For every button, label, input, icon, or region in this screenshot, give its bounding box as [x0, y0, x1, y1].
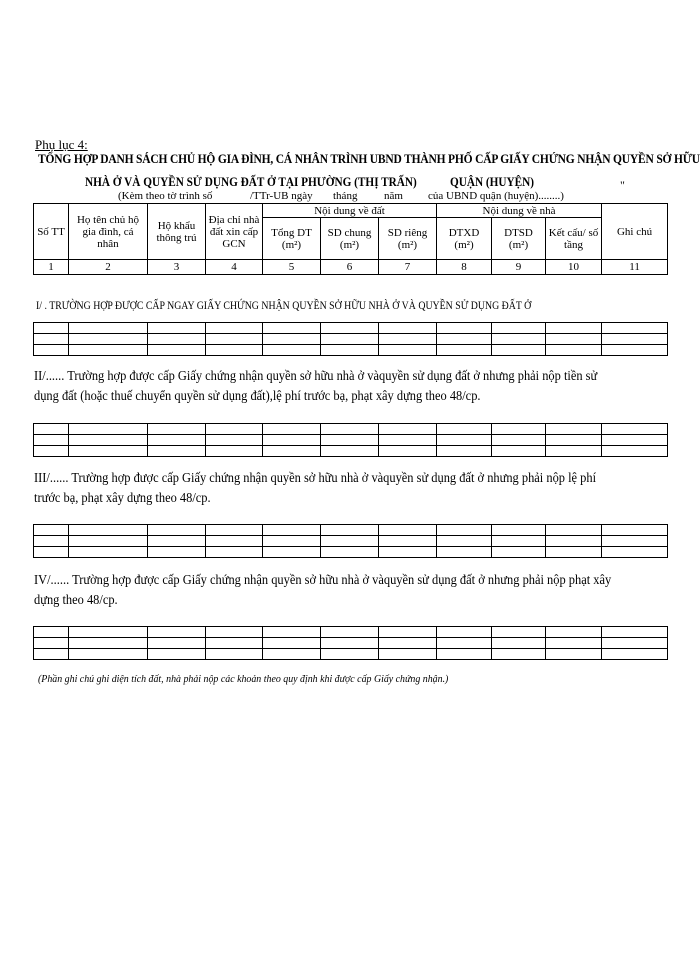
- title-line-2: NHÀ Ở VÀ QUYỀN SỬ DỤNG ĐẤT Ở TẠI PHƯỜNG (THỊ TRẤN): [85, 175, 417, 189]
- header-residence: Hộ khẩu thông trú: [148, 204, 206, 260]
- header-notes: Ghi chú: [602, 204, 668, 260]
- section-3-heading: III/...... Trường hợp được cấp Giấy chứng nhận quyền sở hữu nhà ở vàquyền sử dụng đất ở nhưng phải nộp lệ phí trước bạ, phạt xây dựng theo 48/cp.: [34, 470, 597, 505]
- subline-part-3: tháng: [333, 190, 358, 202]
- table-row: [34, 446, 668, 457]
- subline-part-2: /TTr-UB ngày: [250, 190, 313, 202]
- subline-part-5: của UBND quận (huyện)........): [428, 190, 564, 202]
- header-dtsd: DTSD (m²): [492, 218, 546, 260]
- header-house-group: Nội dung về nhà: [437, 204, 602, 218]
- table-row: [34, 334, 668, 345]
- table-row: [34, 627, 668, 638]
- header-owner-name: Họ tên chủ hộ gia đình, cá nhân: [69, 204, 148, 260]
- table-row: [34, 638, 668, 649]
- column-number: 2: [69, 260, 148, 275]
- subline-part-4: năm: [384, 190, 403, 202]
- column-number: 6: [321, 260, 379, 275]
- table-row: [34, 345, 668, 356]
- header-land-group: Nội dung về đất: [263, 204, 437, 218]
- column-number: 3: [148, 260, 206, 275]
- title-quote-mark: ": [620, 178, 625, 192]
- column-number: 10: [546, 260, 602, 275]
- column-number: 8: [437, 260, 492, 275]
- header-address: Địa chỉ nhà đất xin cấp GCN: [206, 204, 263, 260]
- header-structure: Kết cấu/ số tầng: [546, 218, 602, 260]
- header-common-use: SD chung (m²): [321, 218, 379, 260]
- table-row: [34, 547, 668, 558]
- column-number: 5: [263, 260, 321, 275]
- column-number: 1: [34, 260, 69, 275]
- section-2-grid: [33, 423, 668, 457]
- title-line-1: TỔNG HỢP DANH SÁCH CHỦ HỘ GIA ĐÌNH, CÁ NHÂN TRÌNH UBND THÀNH PHỐ CẤP GIẤY CHỨNG NHẬN QUYỀN SỞ HỮU: [38, 152, 700, 166]
- table-row: [34, 649, 668, 660]
- section-3-grid: [33, 524, 668, 558]
- header-stt: Số TT: [34, 204, 69, 260]
- title-district: QUẬN (HUYỆN): [450, 175, 535, 189]
- section-1-heading: I/ . TRƯỜNG HỢP ĐƯỢC CẤP NGAY GIẤY CHỨNG NHẬN QUYỀN SỞ HỮU NHÀ Ở VÀ QUYỀN SỬ DỤNG ĐẤT Ở: [36, 298, 532, 312]
- footnote: (Phần ghi chú ghi diện tích đất, nhà phải nộp các khoản theo quy định khi được cấp Giấy chứng nhận.): [38, 673, 449, 685]
- table-row: [34, 424, 668, 435]
- subline-part-1: (Kèm theo tờ trình số: [118, 190, 213, 202]
- table-row: [34, 323, 668, 334]
- header-private-use: SD riêng (m²): [379, 218, 437, 260]
- column-number: 11: [602, 260, 668, 275]
- table-row: [34, 525, 668, 536]
- section-4-heading: IV/...... Trường hợp được cấp Giấy chứng nhận quyền sở hữu nhà ở vàquyền sử dụng đất ở nhưng phải nộp phạt xây dựng theo 48/cp.: [34, 572, 612, 607]
- section-1-grid: [33, 322, 668, 356]
- summary-table-header: [33, 203, 668, 275]
- section-2-heading: II/...... Trường hợp được cấp Giấy chứng nhận quyền sở hữu nhà ở vàquyền sử dụng đất ở nhưng phải nộp tiền sử dụng đất (hoặc thuế chuyển quyền sử dụng đất),lệ phí trước bạ, phạt xây dựng theo 48/cp.: [34, 368, 598, 403]
- appendix-label: Phụ lục 4:: [35, 137, 88, 152]
- section-4-grid: [33, 626, 668, 660]
- table-row: [34, 536, 668, 547]
- header-total-area: Tổng DT (m²): [263, 218, 321, 260]
- column-number: 7: [379, 260, 437, 275]
- header-dtxd: DTXD (m²): [437, 218, 492, 260]
- table-row: [34, 435, 668, 446]
- column-number: 4: [206, 260, 263, 275]
- column-number: 9: [492, 260, 546, 275]
